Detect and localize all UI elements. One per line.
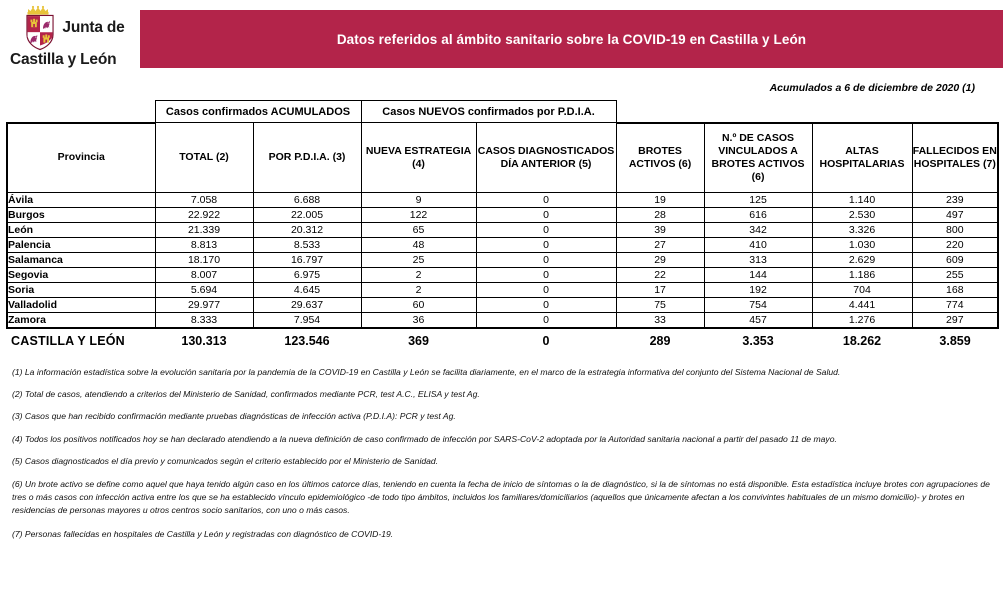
table-row	[7, 238, 998, 253]
table-row	[7, 298, 998, 313]
cell-casos-vinculados: 313	[704, 253, 812, 268]
cell-nueva-estrategia: 48	[361, 238, 476, 253]
cell-fallecidos: 220	[912, 238, 998, 253]
cell-fallecidos: 297	[912, 313, 998, 328]
cell-casos-vinculados: 457	[704, 313, 812, 328]
cell-altas: 1.276	[812, 313, 912, 328]
cell-fallecidos: 255	[912, 268, 998, 283]
castilla-y-leon-coat-of-arms-icon	[23, 4, 57, 52]
cell-nueva-estrategia: 9	[361, 193, 476, 208]
group-header-spacer-3	[812, 101, 912, 123]
cell-por-pdia: 6.975	[253, 268, 361, 283]
column-header-dia-anterior: CASOS DIAGNOSTICADOS DÍA ANTERIOR (5)	[476, 123, 616, 193]
title-banner	[140, 10, 1003, 68]
cell-fallecidos: 497	[912, 208, 998, 223]
total-cell-nueva-estrategia: 369	[361, 328, 476, 352]
total-cell-fallecidos: 3.859	[912, 328, 998, 352]
cell-casos-vinculados: 410	[704, 238, 812, 253]
column-header-altas-hospitalarias: ALTAS HOSPITALARIAS	[812, 123, 912, 193]
table-row	[7, 313, 998, 328]
table-row	[7, 283, 998, 298]
cell-nueva-estrategia: 36	[361, 313, 476, 328]
cell-total: 5.694	[155, 283, 253, 298]
cell-por-pdia: 6.688	[253, 193, 361, 208]
cell-brotes-activos: 39	[616, 223, 704, 238]
cell-dia-anterior: 0	[476, 193, 616, 208]
cell-altas: 1.030	[812, 238, 912, 253]
group-header-spacer-left	[7, 101, 155, 123]
column-header-total: TOTAL (2)	[155, 123, 253, 193]
footnotes-section	[0, 352, 1003, 541]
cell-total: 7.058	[155, 193, 253, 208]
cell-provincia: Segovia	[7, 268, 155, 283]
cell-dia-anterior: 0	[476, 223, 616, 238]
cell-total: 29.977	[155, 298, 253, 313]
cell-nueva-estrategia: 65	[361, 223, 476, 238]
cell-total: 18.170	[155, 253, 253, 268]
cell-provincia: Soria	[7, 283, 155, 298]
cell-por-pdia: 7.954	[253, 313, 361, 328]
cell-total: 22.922	[155, 208, 253, 223]
group-header-nuevos: Casos NUEVOS confirmados por P.D.I.A.	[361, 101, 616, 123]
table-row	[7, 193, 998, 208]
column-header-nueva-estrategia: NUEVA ESTRATEGIA (4)	[361, 123, 476, 193]
cell-dia-anterior: 0	[476, 253, 616, 268]
brand-line-1: Junta de	[62, 19, 125, 37]
group-header-spacer-2	[704, 101, 812, 123]
total-cell-por-pdia: 123.546	[253, 328, 361, 352]
page-title: Datos referidos al ámbito sanitario sobre la COVID-19 en Castilla y León	[336, 31, 807, 47]
cell-provincia: Palencia	[7, 238, 155, 253]
table-row	[7, 253, 998, 268]
cell-fallecidos: 609	[912, 253, 998, 268]
total-cell-dia-anterior: 0	[476, 328, 616, 352]
footnote-5: (5) Casos diagnosticados el día previo y comunicados según el criterio establecido por el Ministerio de Sanidad.	[12, 456, 439, 467]
cell-altas: 2.629	[812, 253, 912, 268]
page-header	[0, 0, 1003, 78]
cell-brotes-activos: 28	[616, 208, 704, 223]
cell-provincia: Zamora	[7, 313, 155, 328]
cell-casos-vinculados: 125	[704, 193, 812, 208]
cell-brotes-activos: 29	[616, 253, 704, 268]
cell-brotes-activos: 17	[616, 283, 704, 298]
cell-altas: 704	[812, 283, 912, 298]
table-total-row	[7, 328, 998, 352]
cell-provincia: Burgos	[7, 208, 155, 223]
column-header-casos-vinculados: N.º DE CASOS VINCULADOS A BROTES ACTIVOS (6)	[704, 123, 812, 193]
cell-dia-anterior: 0	[476, 313, 616, 328]
cell-por-pdia: 20.312	[253, 223, 361, 238]
cell-casos-vinculados: 192	[704, 283, 812, 298]
covid-data-table	[6, 100, 999, 352]
cell-dia-anterior: 0	[476, 238, 616, 253]
cell-total: 8.813	[155, 238, 253, 253]
cell-fallecidos: 800	[912, 223, 998, 238]
footnote-3: (3) Casos que han recibido confirmación mediante pruebas diagnósticas de infección activa (P.D.I.A): PCR y test Ag.	[12, 411, 456, 422]
table-column-header-row	[7, 123, 998, 193]
group-header-spacer-4	[912, 101, 998, 123]
cell-total: 8.333	[155, 313, 253, 328]
cell-provincia: León	[7, 223, 155, 238]
footnote-1: (1) La información estadística sobre la evolución sanitaria por la pandemia de la COVID-19 en Castilla y León se facilita diariamente, en el marco de la estrategia informativa del conjunto del Sistema Nacional de Salud.	[12, 366, 841, 377]
total-cell-brotes-activos: 289	[616, 328, 704, 352]
cell-dia-anterior: 0	[476, 298, 616, 313]
cell-casos-vinculados: 342	[704, 223, 812, 238]
column-header-brotes-activos: BROTES ACTIVOS (6)	[616, 123, 704, 193]
cell-dia-anterior: 0	[476, 208, 616, 223]
accumulated-date-note: Acumulados a 6 de diciembre de 2020 (1)	[769, 82, 975, 94]
data-table-container	[0, 94, 1003, 352]
table-row	[7, 268, 998, 283]
cell-brotes-activos: 19	[616, 193, 704, 208]
table-group-header-row	[7, 101, 998, 123]
brand-line-2: Castilla y León	[10, 51, 117, 68]
cell-altas: 1.186	[812, 268, 912, 283]
total-cell-casos-vinculados: 3.353	[704, 328, 812, 352]
total-cell-total: 130.313	[155, 328, 253, 352]
cell-casos-vinculados: 754	[704, 298, 812, 313]
cell-fallecidos: 168	[912, 283, 998, 298]
cell-por-pdia: 16.797	[253, 253, 361, 268]
cell-nueva-estrategia: 60	[361, 298, 476, 313]
cell-brotes-activos: 75	[616, 298, 704, 313]
cell-nueva-estrategia: 122	[361, 208, 476, 223]
brand-logo	[8, 4, 140, 68]
footnote-2: (2) Total de casos, atendiendo a criterios del Ministerio de Sanidad, confirmados mediante PCR, test A.C., ELISA y test Ag.	[12, 388, 480, 399]
table-row	[7, 208, 998, 223]
cell-altas: 2.530	[812, 208, 912, 223]
cell-brotes-activos: 22	[616, 268, 704, 283]
table-row	[7, 223, 998, 238]
cell-dia-anterior: 0	[476, 283, 616, 298]
cell-altas: 3.326	[812, 223, 912, 238]
cell-por-pdia: 29.637	[253, 298, 361, 313]
footnote-6: (6) Un brote activo se define como aquel que haya tenido algún caso en los últimos catorce días, teniendo en cuenta la fecha de inicio de síntomas o la de diagnóstico, si la de síntomas no está disponible. Esta estadística incluye brotes con agrupaciones de tres o más casos con infección activa entre los que se ha establecido vínculo epidemiológico -de todo tipo ámbitos, incluidos los familiares/domiciliarios (aquellos que únicamente afectan a los convivintes habituales de un mismo domicilio)- y brotes en residencias de personas mayores u otros centros socio sanitarios, con uno o más casos.	[12, 478, 990, 516]
group-header-spacer-1	[616, 101, 704, 123]
cell-total: 21.339	[155, 223, 253, 238]
column-header-fallecidos: FALLECIDOS EN HOSPITALES (7)	[912, 123, 998, 193]
cell-casos-vinculados: 144	[704, 268, 812, 283]
cell-fallecidos: 239	[912, 193, 998, 208]
cell-por-pdia: 4.645	[253, 283, 361, 298]
total-cell-provincia: CASTILLA Y LEÓN	[7, 328, 155, 352]
cell-altas: 4.441	[812, 298, 912, 313]
footnote-7: (7) Personas fallecidas en hospitales de Castilla y León y registradas con diagnóstico de COVID-19.	[12, 528, 394, 539]
cell-casos-vinculados: 616	[704, 208, 812, 223]
cell-por-pdia: 22.005	[253, 208, 361, 223]
cell-fallecidos: 774	[912, 298, 998, 313]
cell-altas: 1.140	[812, 193, 912, 208]
cell-por-pdia: 8.533	[253, 238, 361, 253]
cell-provincia: Ávila	[7, 193, 155, 208]
cell-total: 8.007	[155, 268, 253, 283]
cell-brotes-activos: 33	[616, 313, 704, 328]
cell-brotes-activos: 27	[616, 238, 704, 253]
cell-nueva-estrategia: 2	[361, 268, 476, 283]
group-header-acumulados: Casos confirmados ACUMULADOS	[155, 101, 361, 123]
total-cell-altas: 18.262	[812, 328, 912, 352]
cell-provincia: Salamanca	[7, 253, 155, 268]
footnote-4: (4) Todos los positivos notificados hoy se han declarado atendiendo a la nueva definición de caso confirmado de infección por SARS-CoV-2 adoptada por la Autoridad sanitaria nacional a partir del pasado 11 de mayo.	[12, 433, 837, 444]
column-header-por-pdia: POR P.D.I.A. (3)	[253, 123, 361, 193]
table-body	[7, 193, 998, 352]
cell-nueva-estrategia: 25	[361, 253, 476, 268]
cell-dia-anterior: 0	[476, 268, 616, 283]
cell-provincia: Valladolid	[7, 298, 155, 313]
column-header-provincia: Provincia	[7, 123, 155, 193]
cell-nueva-estrategia: 2	[361, 283, 476, 298]
